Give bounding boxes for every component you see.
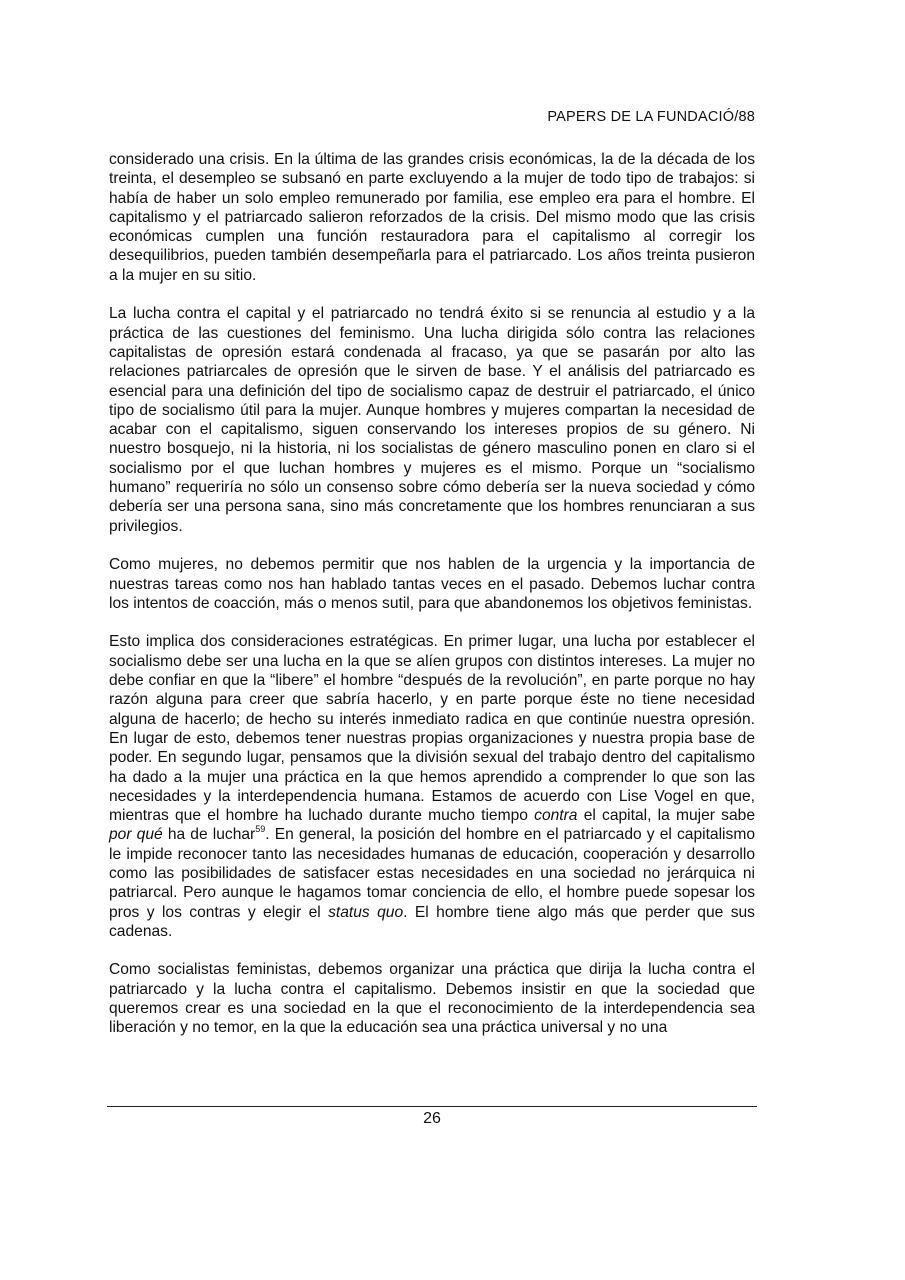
paragraph-4-text: . En general, la posición del hombre en el patriarcado y el capitalismo le impide reconocer tanto las necesidades humanas de educación, cooperación y desarrollo como las posibilidades de satisfacer estas necesidades en una sociedad no jerárquica ni patriarcal. Pero aunque le hagamos tomar conciencia de ello, el hombre puede sopesar los pros y los contras y elegir el	[109, 826, 755, 921]
emphasis-por-que: por qué	[109, 826, 163, 844]
emphasis-contra: contra	[534, 807, 578, 825]
paragraph-4	[109, 632, 755, 941]
page-number: 26	[423, 1110, 441, 1127]
paragraph-4-text: ha de luchar	[162, 826, 256, 844]
paragraph-5: Como socialistas feministas, debemos organizar una práctica que dirija la lucha contra el patriarcado y la lucha contra el capitalismo. Debemos insistir en que la sociedad que queremos crear es una sociedad en la que el reconocimiento de la interdependencia sea liberación y no temor, en la que la educación sea una práctica universal y no una	[109, 961, 755, 1037]
paragraph-4-text: . El hombre tiene algo más que perder que sus cadenas.	[109, 903, 755, 940]
footnote-reference[interactable]: 59	[255, 824, 266, 835]
body-text	[109, 150, 755, 1057]
paragraph-3: Como mujeres, no debemos permitir que nos hablen de la urgencia y la importancia de nuestras tareas como nos han hablado tantas veces en el pasado. Debemos luchar contra los intentos de coacción, más o menos sutil, para que abandonemos los objetivos feministas.	[109, 556, 755, 612]
paragraph-4-text: el capital, la mujer sabe	[577, 807, 755, 825]
emphasis-status-quo: status quo	[328, 903, 404, 921]
paragraph-4-text: Esto implica dos consideraciones estratégicas. En primer lugar, una lucha por establecer el socialismo debe ser una lucha en la que se alíen grupos con distintos intereses. La mujer no debe confiar en que la “libere” el hombre “después de la revolución”, en parte porque no hay razón alguna para creer que sabría hacerlo, y en parte porque éste no tiene necesidad alguna de hacerlo; de hecho su interés inmediato radica en que continúe nuestra opresión. En lugar de esto, debemos tener nuestras propias organizaciones y nuestra propia base de poder. En segundo lugar, pensamos que la división sexual del trabajo dentro del capitalismo ha dado a la mujer una práctica en la que hemos aprendido a comprender lo que son las necesidades y la interdependencia humana. Estamos de acuerdo con Lise Vogel en que, mientras que el hombre ha luchado durante mucho tiempo	[109, 633, 755, 825]
paragraph-2: La lucha contra el capital y el patriarcado no tendrá éxito si se renuncia al estudio y a la práctica de las cuestiones del feminismo. Una lucha dirigida sólo contra las relaciones capitalistas de opresión estará condenada al fracaso, ya que se pasarán por alto las relaciones patriarcales de opresión que le sirven de base. Y el análisis del patriarcado es esencial para una definición del tipo de socialismo capaz de destruir el patriarcado, el único tipo de socialismo útil para la mujer. Aunque hombres y mujeres compartan la necesidad de acabar con el capitalismo, siguen conservando los intereses propios de su género. Ni nuestro bosquejo, ni la historia, ni los socialistas de género masculino ponen en claro si el socialismo por el que luchan hombres y mujeres es el mismo. Porque un “socialismo humano” requeriría no sólo un consenso sobre cómo debería ser la nueva sociedad y cómo debería ser una persona sana, sino más concretamente que los hombres renunciaran a sus privilegios.	[109, 305, 755, 535]
footer-divider	[107, 1106, 757, 1107]
running-header: PAPERS DE LA FUNDACIÓ/88	[547, 109, 755, 125]
paragraph-1: considerado una crisis. En la última de las grandes crisis económicas, la de la década de los treinta, el desempleo se subsanó en parte excluyendo a la mujer de todo tipo de trabajos: si había de haber un solo empleo remunerado por familia, ese empleo era para el hombre. El capitalismo y el patriarcado salieron reforzados de la crisis. Del mismo modo que las crisis económicas cumplen una función restauradora para el capitalismo al corregir los desequilibrios, pueden también desempeñarla para el patriarcado. Los años treinta pusieron a la mujer en su sitio.	[109, 151, 755, 284]
